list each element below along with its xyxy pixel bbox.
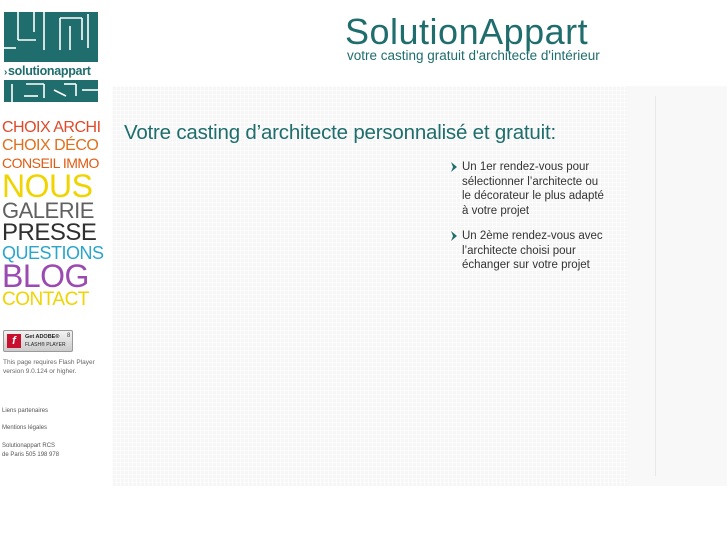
- bottom-strip: [0, 486, 727, 545]
- site-subtitle: votre casting gratuit d'architecte d'intérieur: [347, 48, 600, 63]
- nav-item-nous[interactable]: NOUS: [2, 168, 93, 204]
- get-flash-player-button[interactable]: [3, 330, 73, 352]
- legal-link[interactable]: Mentions légales: [2, 425, 48, 431]
- nav-item-contact[interactable]: CONTACT: [2, 289, 89, 310]
- nav-item-galerie[interactable]: GALERIE: [2, 198, 94, 223]
- list-item: [450, 229, 610, 273]
- main-nav: [2, 120, 114, 310]
- logo-text: solutionappart: [8, 64, 91, 78]
- bullet-text: Un 1er rendez-vous pour sélectionner l’architecte ou le décorateur le plus adapté à votre projet: [462, 161, 604, 217]
- company-info: Solutionappart RCS de Paris 505 198 978: [2, 443, 60, 458]
- nav-item-conseil-immo[interactable]: CONSEIL IMMO: [2, 155, 99, 171]
- flash-line2: FLASH® PLAYER: [25, 342, 66, 348]
- nav-item-choix-deco[interactable]: CHOIX DÉCO: [2, 137, 99, 154]
- bullet-text: Un 2ème rendez-vous avec l’architecte choisi pour échanger sur votre projet: [462, 230, 603, 271]
- nav-item-blog[interactable]: BLOG: [2, 258, 89, 294]
- floorplan-icon: [4, 12, 98, 102]
- flash-requirement-note: This page requires Flash Player version 9.0.124 or higher.: [3, 359, 95, 375]
- nav-item-choix-archi[interactable]: CHOIX ARCHI: [2, 119, 101, 136]
- page-headline: Votre casting d’architecte personnalisé et gratuit:: [124, 121, 556, 144]
- partners-link[interactable]: Liens partenaires: [2, 408, 49, 414]
- bullet-list: [450, 160, 610, 284]
- chevron-right-icon: [450, 162, 458, 172]
- flash-badge-number: 8: [67, 333, 71, 339]
- chevron-right-icon: [450, 231, 458, 241]
- arrow-icon: ›: [4, 67, 8, 78]
- logo-wordmark: [4, 62, 98, 80]
- background-grid: [112, 86, 627, 486]
- list-item: [450, 160, 610, 218]
- nav-item-questions[interactable]: QUESTIONS: [2, 243, 104, 263]
- flash-icon: f: [7, 334, 21, 348]
- flash-line1: Get ADOBE®: [25, 334, 60, 340]
- site-title: SolutionAppart: [345, 11, 589, 52]
- logo[interactable]: [4, 12, 98, 102]
- nav-item-presse[interactable]: PRESSE: [2, 219, 97, 246]
- background-panel: [627, 86, 727, 486]
